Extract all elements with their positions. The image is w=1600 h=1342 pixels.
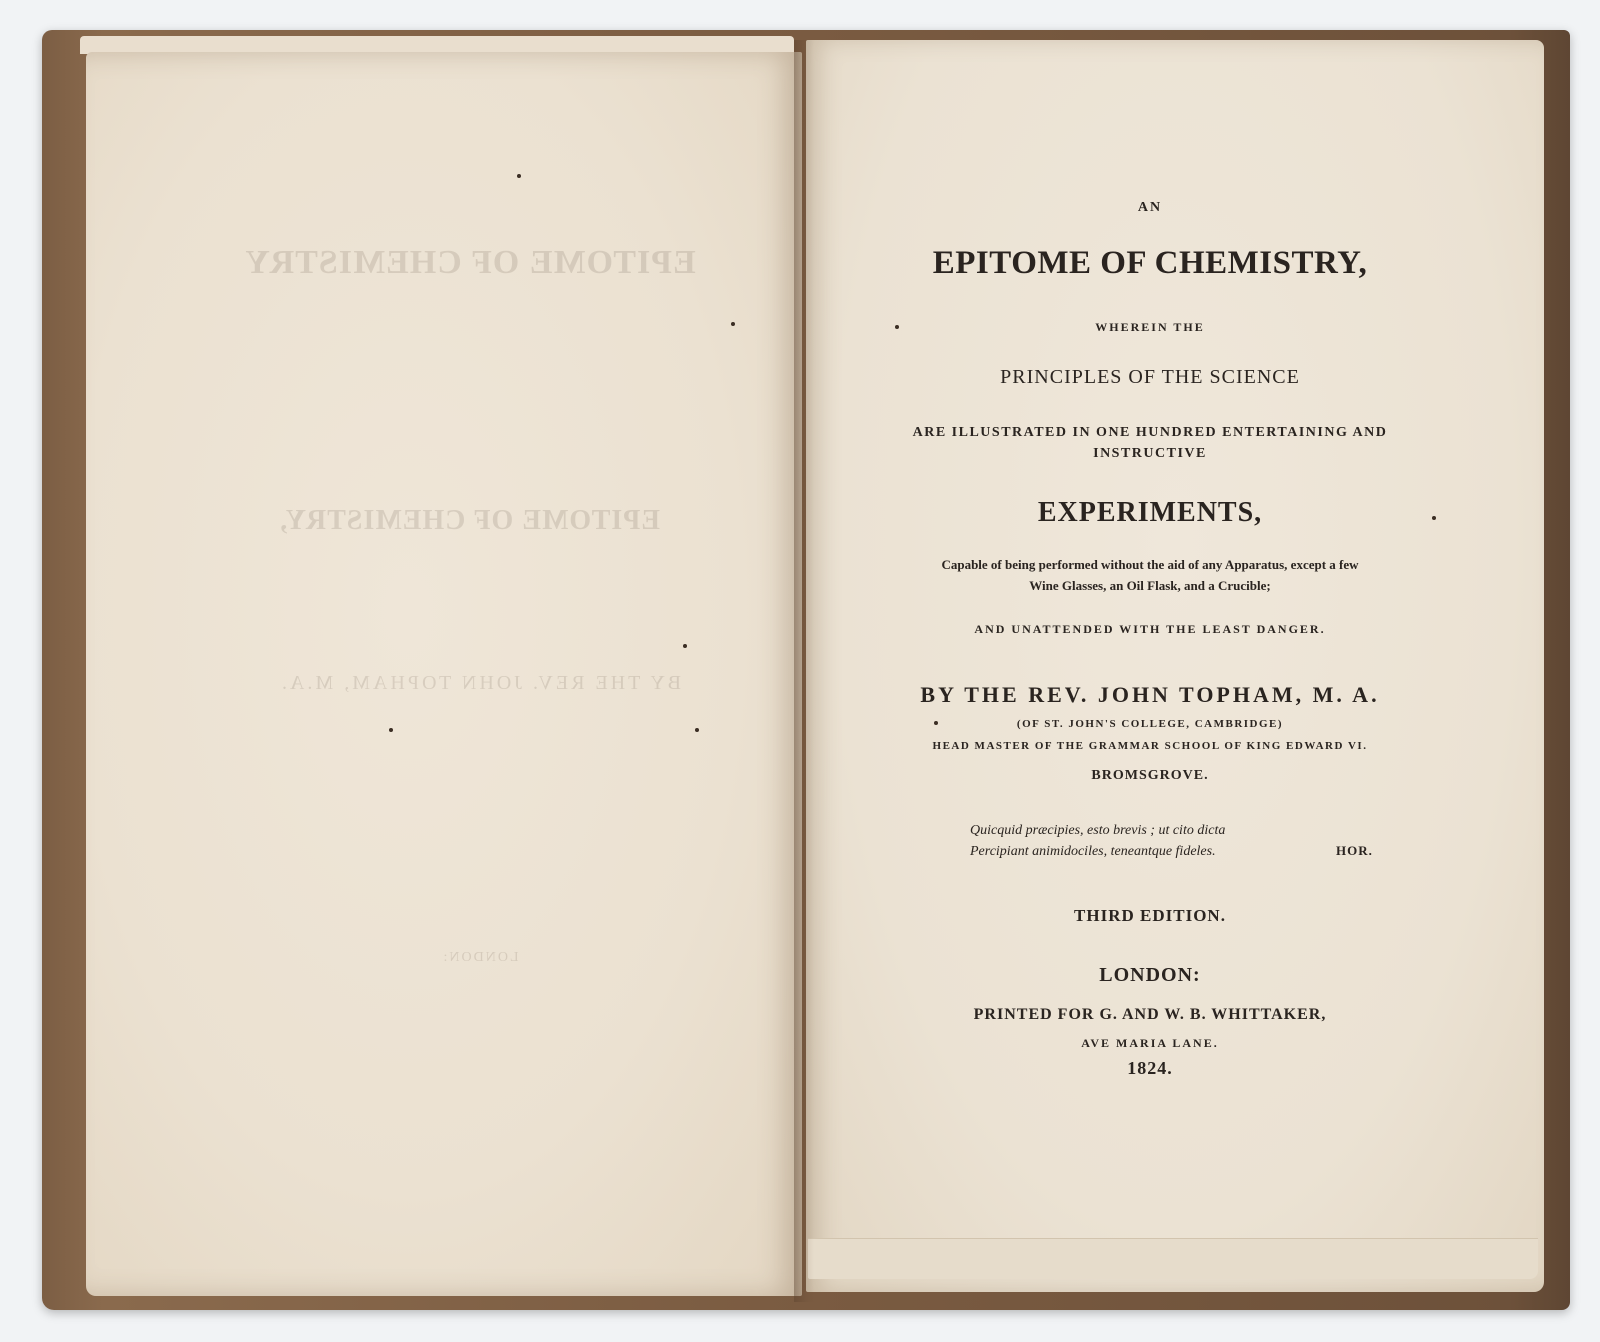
show-through-city: LONDON: <box>441 950 519 965</box>
paper-speck <box>683 644 687 648</box>
imprint-year: 1824. <box>1127 1058 1173 1078</box>
paper-speck <box>695 728 699 732</box>
paper-speck <box>731 322 735 326</box>
subtitle-experiments: EXPERIMENTS, <box>1037 497 1263 528</box>
subtitle-illustrated-line2: INSTRUCTIVE <box>1093 446 1207 461</box>
show-through-title-2: EPITOME OF CHEMISTRY, <box>279 505 660 536</box>
book-title: EPITOME OF CHEMISTRY, <box>932 245 1368 281</box>
description-line2: Wine Glasses, an Oil Flask, and a Crucible; <box>1029 578 1271 593</box>
subtitle-wherein: WHEREIN THE <box>1095 320 1205 334</box>
description-line1: Capable of being performed without the aid of any Apparatus, except a few <box>941 557 1359 572</box>
subtitle-illustrated-line1: ARE ILLUSTRATED IN ONE HUNDRED ENTERTAINING AND <box>912 425 1388 440</box>
paper-speck <box>1432 516 1436 520</box>
author-position: HEAD MASTER OF THE GRAMMAR SCHOOL OF KING EDWARD VI. <box>932 740 1368 752</box>
paper-speck <box>934 721 938 725</box>
title-article: AN <box>1137 200 1163 215</box>
paper-speck <box>517 174 521 178</box>
imprint-printer: PRINTED FOR G. AND W. B. WHITTAKER, <box>973 1006 1327 1023</box>
show-through-title: EPITOME OF CHEMISTRY <box>244 244 696 281</box>
title-page <box>806 40 1544 1292</box>
author-town: BROMSGROVE. <box>1091 768 1209 783</box>
epigraph-line1: Quicquid præcipies, esto brevis ; ut cito dicta <box>970 823 1226 838</box>
author-college: (OF ST. JOHN'S COLLEGE, CAMBRIDGE) <box>1016 718 1284 730</box>
author-name: BY THE REV. JOHN TOPHAM, M. A. <box>920 682 1380 707</box>
title-page-bottom-edge <box>808 1238 1538 1279</box>
imprint-street: AVE MARIA LANE. <box>1081 1036 1219 1050</box>
subtitle-principles: PRINCIPLES OF THE SCIENCE <box>1000 366 1300 388</box>
book-gutter <box>794 40 814 1302</box>
safety-note: AND UNATTENDED WITH THE LEAST DANGER. <box>974 622 1326 636</box>
paper-speck <box>389 728 393 732</box>
imprint-city: LONDON: <box>1099 964 1201 986</box>
show-through-author: BY THE REV. JOHN TOPHAM, M.A. <box>278 672 682 694</box>
epigraph-line2: Percipiant animidociles, teneantque fideles. <box>970 844 1216 859</box>
paper-speck <box>895 325 899 329</box>
epigraph-attribution: HOR. <box>1336 843 1373 858</box>
edition-label: THIRD EDITION. <box>1074 906 1226 925</box>
